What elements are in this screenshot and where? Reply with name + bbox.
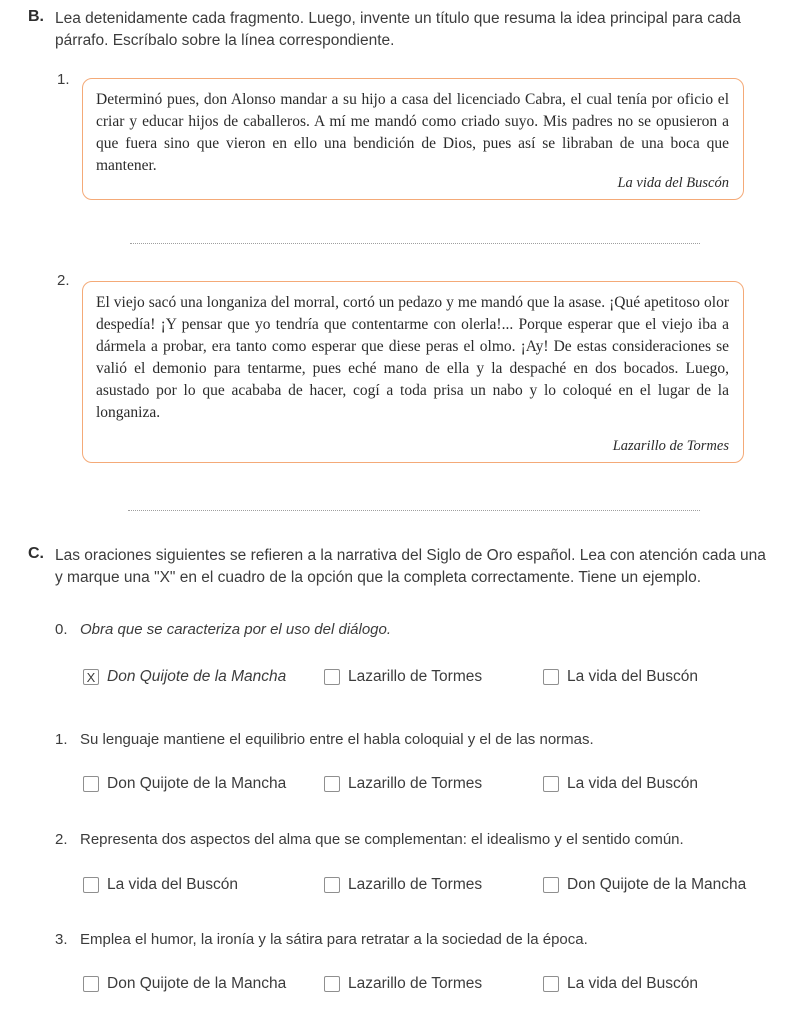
option-lazarillo[interactable] [324,876,482,894]
title-answer-line-1[interactable] [130,243,700,244]
option-don-quijote[interactable] [83,668,286,686]
item-3-sentence: Emplea el humor, la ironía y la sátira para retratar a la sociedad de la época. [80,931,588,948]
checkbox-empty[interactable] [83,776,99,792]
fragment-2-box [82,281,744,463]
checkbox-empty[interactable] [324,976,340,992]
fragment-1-source: La vida del Buscón [617,175,729,191]
title-answer-line-2[interactable] [128,510,700,511]
checkbox-empty[interactable] [543,976,559,992]
option-don-quijote[interactable] [83,975,286,993]
option-label: La vida del Buscón [567,975,698,992]
item-3-options [83,975,763,995]
option-label: Lazarillo de Tormes [348,775,483,792]
option-label: Lazarillo de Tormes [348,668,483,685]
option-label: La vida del Buscón [567,775,698,792]
fragment-1-text: Determinó pues, don Alonso mandar a su hijo a casa del licenciado Cabra, el cual tenía por oficio el criar y educar hijos de caballeros. A mí me mandó como criado suyo. Mis padres no se opusieron a que fuera sino que vieron en ello una bendición de Dios, pues así se libraban de una boca que mantener. [96,91,729,174]
section-b-letter: B. [28,8,44,25]
option-label: La vida del Buscón [107,876,238,893]
item-1-options [83,775,763,795]
option-buscon[interactable] [543,975,698,993]
option-buscon[interactable] [83,876,238,894]
option-buscon[interactable] [543,668,698,686]
option-don-quijote[interactable] [83,775,286,793]
item-0-sentence: Obra que se caracteriza por el uso del diálogo. [80,621,392,638]
item-0-options [83,668,763,688]
option-lazarillo[interactable] [324,975,482,993]
checkbox-empty[interactable] [543,776,559,792]
item-1-sentence: Su lenguaje mantiene el equilibrio entre el habla coloquial y el de las normas. [80,731,594,748]
checkbox-empty[interactable] [324,669,340,685]
fragment-2-text: El viejo sacó una longaniza del morral, cortó un pedazo y me mandó que la asase. ¡Qué apetitoso olor despedía! ¡Y pensar que yo tendría que contentarme con olerla!... Porque esperar que el viejo iba a dármela a probar, era tanto como esperar que diese peras el olmo. ¡Ay! De estas consideraciones se valió el demonio para tentarme, pues eché mano de ella y la despaché en dos bocados. Luego, asustado por lo que acababa de hacer, cogí a toda prisa un nabo y lo coloqué en el lugar de la longaniza. [96,294,729,421]
option-lazarillo[interactable] [324,775,482,793]
checkbox-empty[interactable] [83,976,99,992]
fragment-1-box [82,78,744,200]
section-b-instructions: Lea detenidamente cada fragmento. Luego, invente un título que resuma la idea principal para cada párrafo. Escríbalo sobre la línea correspondiente. [55,10,741,49]
item-2-sentence: Representa dos aspectos del alma que se complementan: el idealismo y el sentido común. [80,831,684,848]
option-label: Lazarillo de Tormes [348,876,483,893]
option-label: La vida del Buscón [567,668,698,685]
item-2-options [83,876,763,896]
checkbox-empty[interactable] [83,877,99,893]
checkbox-empty[interactable] [324,877,340,893]
fragment-2-source: Lazarillo de Tormes [612,438,729,454]
item-1-number: 1. [55,731,68,748]
item-2-number: 2. [55,831,68,848]
checkbox-empty[interactable] [543,877,559,893]
option-label: Don Quijote de la Mancha [107,975,287,992]
item-3-number: 3. [55,931,68,948]
section-c-instructions: Las oraciones siguientes se refieren a la narrativa del Siglo de Oro español. Lea con atención cada una y marque una "X" en el cuadro de la opción que la completa correctamente. Tiene un ejemplo. [55,547,766,586]
checkbox-checked[interactable]: X [83,669,99,685]
item-0-number: 0. [55,621,68,638]
option-buscon[interactable] [543,775,698,793]
option-label: Lazarillo de Tormes [348,975,483,992]
option-label: Don Quijote de la Mancha [567,876,747,893]
checkbox-empty[interactable] [324,776,340,792]
option-label: Don Quijote de la Mancha [107,775,287,792]
option-label: Don Quijote de la Mancha [107,668,287,685]
checkbox-empty[interactable] [543,669,559,685]
option-lazarillo[interactable] [324,668,482,686]
section-c-letter: C. [28,545,44,562]
option-don-quijote[interactable] [543,876,746,894]
fragment-1-number: 1. [57,71,70,88]
fragment-2-number: 2. [57,272,70,289]
